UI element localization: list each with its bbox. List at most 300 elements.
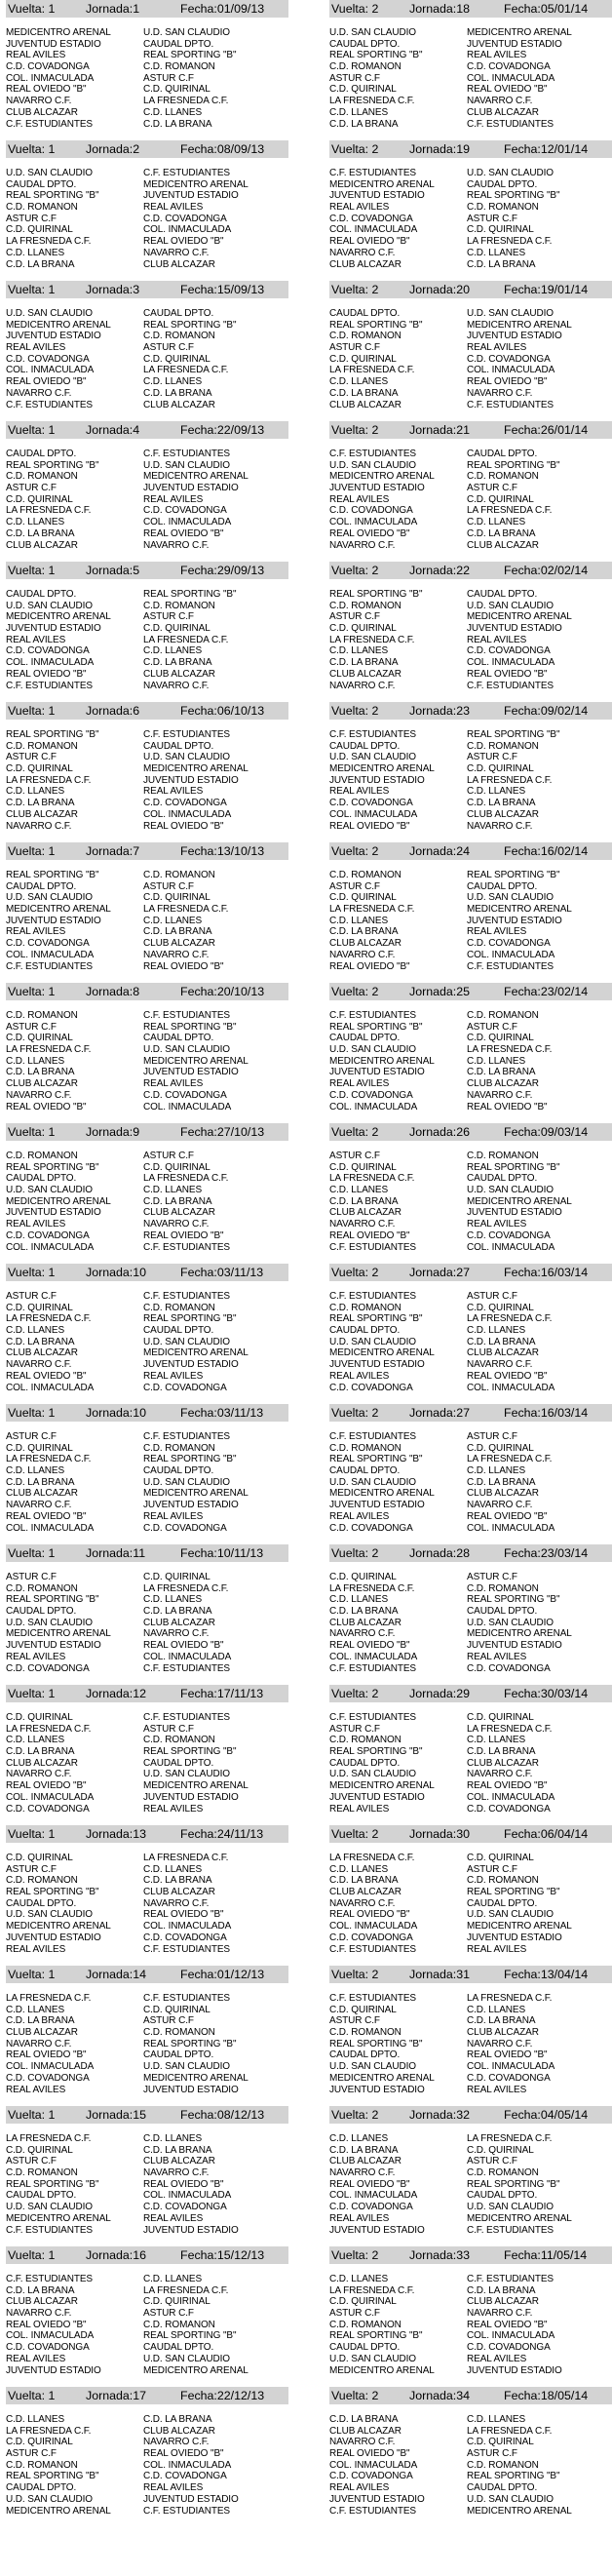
away-team: LA FRESNEDA C.F.: [467, 1044, 553, 1056]
fixture-row: [6, 2015, 288, 2027]
fixture-row: [6, 2354, 288, 2365]
home-team: NAVARRO C.F.: [329, 2437, 396, 2448]
home-team: C.F. ESTUDIANTES: [329, 1010, 416, 1021]
fixture-row: [6, 2225, 288, 2237]
away-team: MEDICENTRO ARENAL: [467, 1628, 572, 1640]
first-round-column: [6, 0, 288, 2527]
fixture-row: [329, 1383, 612, 1394]
away-team: REAL OVIEDO "B": [467, 2049, 548, 2061]
home-team: REAL AVILES: [6, 1219, 66, 1230]
home-team: CAUDAL DPTO.: [6, 880, 77, 892]
fixture-row: [329, 2342, 612, 2354]
fixture-row: [6, 1173, 288, 1185]
matchday-block: [329, 2246, 612, 2387]
home-team: C.D. QUIRINAL: [6, 1712, 73, 1723]
home-team: C.D. QUIRINAL: [6, 1033, 73, 1044]
fixture-row: [329, 763, 612, 775]
home-team: CLUB ALCAZAR: [329, 938, 402, 950]
away-team: ASTUR C.F: [143, 342, 194, 354]
home-team: COL. INMACULADA: [6, 2061, 95, 2073]
fixture-row: [6, 214, 288, 225]
fixture-row: [6, 1067, 288, 1078]
home-team: ASTUR C.F: [6, 213, 57, 224]
matchday-block: [6, 2246, 288, 2387]
home-team: ASTUR C.F: [329, 611, 380, 623]
away-team: ASTUR C.F: [467, 1021, 517, 1033]
away-team: C.D. LLANES: [143, 1863, 203, 1875]
fixture-row: [6, 2320, 288, 2331]
home-team: LA FRESNEDA C.F.: [6, 774, 92, 786]
home-team: REAL OVIEDO "B": [329, 1640, 410, 1652]
away-team: C.D. LA BRAÑA: [467, 2015, 536, 2027]
fixture-row: [6, 1022, 288, 1034]
home-team: JUVENTUD ESTADIO: [329, 2084, 425, 2095]
away-team: JUVENTUD ESTADIO: [467, 331, 562, 342]
matchday-block: [6, 1966, 288, 2106]
second-round-column: [329, 0, 612, 2527]
away-team: NAVARRO C.F.: [143, 1897, 210, 1909]
home-team: NAVARRO C.F.: [329, 1897, 396, 1909]
round-label: Vuelta: 1: [8, 985, 56, 998]
home-team: CLUB ALCAZAR: [6, 1488, 78, 1500]
home-team: REAL OVIEDO "B": [6, 1101, 87, 1112]
away-team: REAL AVILES: [143, 786, 204, 798]
home-team: MEDICENTRO ARENAL: [6, 2212, 111, 2224]
home-team: COL. INMACULADA: [6, 72, 95, 84]
fixture-row: [6, 645, 288, 657]
home-team: COL. INMACULADA: [329, 808, 418, 820]
fixture-row: [329, 1500, 612, 1511]
fixture-row: [329, 540, 612, 552]
away-team: C.D. QUIRINAL: [467, 763, 534, 775]
home-team: C.D. LA BRAÑA: [6, 1336, 75, 1347]
away-team: REAL SPORTING "B": [467, 2178, 560, 2190]
matchday-header: [6, 1123, 288, 1141]
fixture-row: [6, 1443, 288, 1455]
fixture-row: [329, 1337, 612, 1348]
home-team: MEDICENTRO ARENAL: [6, 1921, 111, 1932]
home-team: C.D. LA BRAÑA: [329, 2144, 399, 2156]
fixture-row: [329, 236, 612, 248]
away-team: CAUDAL DPTO.: [143, 308, 214, 319]
away-team: U.D. SAN CLAUDIO: [143, 27, 230, 38]
away-team: MEDICENTRO ARENAL: [467, 2505, 572, 2517]
round-label: Vuelta: 1: [8, 283, 56, 296]
away-team: C.D. ROMANON: [143, 1442, 215, 1454]
round-label: Vuelta: 2: [331, 2108, 379, 2122]
fixture-row: [6, 2448, 288, 2460]
home-team: MEDICENTRO ARENAL: [6, 1195, 111, 1207]
fixture-row: [6, 376, 288, 388]
matchday-label: Jornada:27: [409, 1266, 471, 1279]
away-team: JUVENTUD ESTADIO: [143, 1500, 239, 1511]
fixture-row: [6, 2190, 288, 2202]
home-team: COL. INMACULADA: [329, 1921, 418, 1932]
fixture-list: [329, 2404, 612, 2517]
matchday-label: Jornada:26: [409, 1125, 471, 1139]
home-team: LA FRESNEDA C.F.: [329, 634, 415, 645]
fixture-row: [329, 179, 612, 191]
away-team: MEDICENTRO ARENAL: [467, 904, 572, 916]
fixture-row: [329, 1230, 612, 1242]
fixture-row: [329, 1993, 612, 2005]
fixture-row: [6, 1454, 288, 1465]
home-team: MEDICENTRO ARENAL: [329, 471, 435, 483]
home-team: C.D. QUIRINAL: [6, 1442, 73, 1454]
fixture-row: [329, 589, 612, 601]
home-team: COL. INMACULADA: [329, 1651, 418, 1662]
home-team: C.D. LA BRAÑA: [6, 1476, 75, 1488]
date-label: Fecha:08/09/13: [180, 142, 265, 156]
fixture-row: [329, 635, 612, 646]
home-team: NAVARRO C.F.: [6, 2038, 72, 2049]
home-team: C.D. COVADONGA: [6, 1803, 90, 1815]
matchday-header: [6, 421, 288, 439]
home-team: C.D. ROMANON: [329, 1302, 402, 1313]
away-team: U.D. SAN CLAUDIO: [467, 2493, 554, 2505]
fixture-list: [329, 439, 612, 551]
away-team: LA FRESNEDA C.F.: [467, 1723, 553, 1735]
home-team: NAVARRO C.F.: [6, 387, 72, 399]
away-team: REAL SPORTING "B": [467, 1161, 560, 1173]
away-team: REAL AVILES: [143, 1510, 204, 1522]
away-team: ASTUR C.F: [467, 2448, 517, 2460]
fixture-row: [6, 1219, 288, 1230]
away-team: NAVARRO C.F.: [143, 949, 210, 960]
home-team: COL. INMACULADA: [6, 1791, 95, 1803]
matchday-label: Jornada:34: [409, 2389, 471, 2402]
fixture-row: [6, 1383, 288, 1394]
round-label: Vuelta: 1: [8, 1406, 56, 1420]
home-team: CLUB ALCAZAR: [6, 1757, 78, 1769]
away-team: REAL OVIEDO "B": [143, 960, 224, 972]
fixture-list: [329, 1702, 612, 1815]
away-team: LA FRESNEDA C.F.: [143, 1853, 229, 1863]
fixture-row: [6, 1640, 288, 1652]
home-team: C.F. ESTUDIANTES: [6, 118, 93, 130]
fixture-row: [329, 2049, 612, 2061]
away-team: C.D. COVADONGA: [143, 1382, 227, 1393]
home-team: REAL SPORTING "B": [329, 1746, 423, 1758]
away-team: C.F. ESTUDIANTES: [143, 1993, 230, 2004]
fixture-row: [329, 2156, 612, 2167]
away-team: C.D. LA BRAÑA: [143, 2414, 212, 2425]
home-team: LA FRESNEDA C.F.: [329, 2284, 415, 2296]
away-team: C.F. ESTUDIANTES: [143, 729, 230, 740]
date-label: Fecha:04/05/14: [504, 2108, 589, 2122]
home-team: U.D. SAN CLAUDIO: [329, 752, 416, 763]
fixture-row: [329, 1909, 612, 1921]
away-team: LA FRESNEDA C.F.: [467, 2425, 553, 2437]
fixture-row: [6, 2202, 288, 2213]
away-team: C.D. LLANES: [143, 2274, 203, 2284]
away-team: CAUDAL DPTO.: [467, 2482, 538, 2494]
away-team: C.D. LA BRAÑA: [467, 1476, 536, 1488]
round-label: Vuelta: 1: [8, 564, 56, 577]
away-team: LA FRESNEDA C.F.: [143, 2284, 229, 2296]
away-team: C.F. ESTUDIANTES: [467, 399, 554, 410]
home-team: C.D. ROMANON: [329, 2027, 402, 2039]
fixture-list: [329, 1281, 612, 1393]
home-team: CLUB ALCAZAR: [329, 1887, 402, 1898]
fixture-row: [6, 2330, 288, 2342]
home-team: ASTUR C.F: [6, 483, 57, 494]
round-label: Vuelta: 1: [8, 2108, 56, 2122]
away-team: C.D. QUIRINAL: [467, 1302, 534, 1313]
home-team: JUVENTUD ESTADIO: [329, 190, 425, 202]
fixture-row: [6, 1735, 288, 1746]
away-team: C.D. QUIRINAL: [143, 353, 210, 365]
away-team: ASTUR C.F: [143, 2308, 194, 2320]
matchday-header: [329, 562, 612, 579]
matchday-header: [329, 0, 612, 18]
home-team: LA FRESNEDA C.F.: [6, 1044, 92, 1056]
date-label: Fecha:08/12/13: [180, 2108, 265, 2122]
home-team: REAL SPORTING "B": [329, 1021, 423, 1033]
home-team: C.D. QUIRINAL: [329, 1572, 397, 1582]
away-team: C.D. LA BRAÑA: [143, 118, 212, 130]
fixture-row: [329, 2330, 612, 2342]
home-team: C.D. LLANES: [329, 915, 389, 926]
away-team: REAL SPORTING "B": [467, 729, 560, 740]
fixture-row: [6, 870, 288, 881]
date-label: Fecha:23/03/14: [504, 1546, 589, 1560]
home-team: C.D. QUIRINAL: [6, 493, 73, 505]
fixture-row: [6, 1628, 288, 1640]
away-team: U.D. SAN CLAUDIO: [467, 1617, 554, 1628]
fixture-row: [6, 1196, 288, 1208]
away-team: LA FRESNEDA C.F.: [143, 904, 229, 916]
home-team: C.F. ESTUDIANTES: [6, 960, 93, 972]
home-team: CLUB ALCAZAR: [329, 258, 402, 270]
away-team: REAL OVIEDO "B": [143, 2178, 224, 2190]
home-team: C.D. ROMANON: [6, 1582, 78, 1594]
date-label: Fecha:15/12/13: [180, 2248, 265, 2262]
away-team: C.D. ROMANON: [143, 2027, 215, 2039]
round-label: Vuelta: 2: [331, 283, 379, 296]
fixture-row: [329, 2354, 612, 2365]
fixture-row: [6, 61, 288, 73]
fixture-row: [6, 540, 288, 552]
away-team: U.D. SAN CLAUDIO: [143, 2353, 230, 2364]
home-team: C.D. ROMANON: [6, 202, 78, 214]
away-team: JUVENTUD ESTADIO: [467, 1207, 562, 1219]
away-team: JUVENTUD ESTADIO: [143, 2493, 239, 2505]
away-team: C.D. LA BRAÑA: [467, 1746, 536, 1758]
fixture-row: [329, 1102, 612, 1113]
fixture-list: [329, 720, 612, 832]
fixture-row: [329, 376, 612, 388]
fixture-row: [329, 961, 612, 973]
matchday-header: [6, 2246, 288, 2264]
home-team: REAL OVIEDO "B": [329, 527, 410, 539]
home-team: C.D. QUIRINAL: [329, 2004, 397, 2015]
away-team: NAVARRO C.F.: [467, 1769, 533, 1780]
home-team: C.D. ROMANON: [329, 1442, 402, 1454]
home-team: MEDICENTRO ARENAL: [329, 2072, 435, 2084]
home-team: C.D. COVADONGA: [329, 1382, 413, 1393]
away-team: NAVARRO C.F.: [467, 1500, 533, 1511]
away-team: REAL OVIEDO "B": [143, 1229, 224, 1241]
away-team: CLUB ALCAZAR: [143, 938, 215, 950]
home-team: C.F. ESTUDIANTES: [329, 1943, 416, 1955]
away-team: U.D. SAN CLAUDIO: [467, 2202, 554, 2213]
home-team: C.D. ROMANON: [6, 2167, 78, 2179]
matchday-header: [329, 1966, 612, 1983]
away-team: JUVENTUD ESTADIO: [143, 2084, 239, 2095]
fixture-row: [329, 2274, 612, 2285]
away-team: REAL SPORTING "B": [143, 1746, 237, 1758]
away-team: C.D. COVADONGA: [143, 1522, 227, 1534]
away-team: C.D. LLANES: [143, 376, 203, 388]
away-team: COL. INMACULADA: [143, 808, 232, 820]
fixture-row: [329, 1628, 612, 1640]
away-team: REAL OVIEDO "B": [467, 1370, 548, 1382]
away-team: C.F. ESTUDIANTES: [143, 168, 230, 178]
fixture-row: [329, 483, 612, 494]
fixture-row: [6, 938, 288, 950]
home-team: MEDICENTRO ARENAL: [329, 1488, 435, 1500]
away-team: COL. INMACULADA: [467, 1791, 555, 1803]
home-team: NAVARRO C.F.: [329, 680, 396, 691]
away-team: C.F. ESTUDIANTES: [143, 1662, 230, 1674]
away-team: COL. INMACULADA: [143, 2459, 232, 2471]
away-team: COL. INMACULADA: [467, 365, 555, 376]
fixture-row: [329, 2015, 612, 2027]
away-team: CAUDAL DPTO.: [143, 740, 214, 752]
away-team: JUVENTUD ESTADIO: [143, 1359, 239, 1371]
away-team: U.D. SAN CLAUDIO: [467, 1909, 554, 1921]
matchday-block: [6, 562, 288, 702]
matchday-label: Jornada:14: [86, 1968, 147, 1981]
matchday-block: [6, 983, 288, 1123]
fixture-row: [329, 2296, 612, 2308]
home-team: C.D. LLANES: [6, 1325, 65, 1337]
away-team: MEDICENTRO ARENAL: [143, 178, 249, 190]
away-team: C.F. ESTUDIANTES: [143, 1943, 230, 1955]
matchday-label: Jornada:10: [86, 1266, 147, 1279]
home-team: REAL OVIEDO "B": [329, 1229, 410, 1241]
away-team: C.D. COVADONGA: [143, 798, 227, 809]
home-team: U.D. SAN CLAUDIO: [329, 1336, 416, 1347]
home-team: C.D. LLANES: [6, 1465, 65, 1477]
fixture-row: [329, 2494, 612, 2506]
away-team: COL. INMACULADA: [467, 657, 555, 669]
away-team: CLUB ALCAZAR: [467, 2296, 539, 2308]
away-team: REAL AVILES: [467, 1651, 527, 1662]
date-label: Fecha:17/11/13: [180, 1687, 264, 1700]
matchday-label: Jornada:3: [86, 283, 140, 296]
away-team: C.D. LLANES: [467, 1055, 526, 1067]
away-team: LA FRESNEDA C.F.: [467, 505, 553, 517]
home-team: C.D. QUIRINAL: [329, 84, 397, 96]
fixture-row: [329, 2179, 612, 2191]
away-team: C.D. LA BRAÑA: [143, 1875, 212, 1887]
away-team: LA FRESNEDA C.F.: [467, 1454, 553, 1465]
away-team: JUVENTUD ESTADIO: [143, 190, 239, 202]
home-team: COL. INMACULADA: [329, 1101, 418, 1112]
fixture-row: [6, 483, 288, 494]
fixture-row: [6, 2414, 288, 2426]
fixture-row: [329, 1488, 612, 1500]
home-team: LA FRESNEDA C.F.: [329, 1173, 415, 1185]
fixture-row: [6, 388, 288, 400]
fixture-row: [6, 2342, 288, 2354]
fixture-row: [329, 50, 612, 61]
away-team: C.D. ROMANON: [467, 1151, 539, 1161]
home-team: REAL AVILES: [6, 2084, 66, 2095]
fixture-row: [329, 1207, 612, 1219]
fixture-row: [329, 1594, 612, 1606]
home-team: C.D. COVADONGA: [329, 1522, 413, 1534]
fixture-row: [329, 2471, 612, 2482]
fixture-row: [6, 1090, 288, 1102]
matchday-block: [6, 2106, 288, 2246]
fixture-list: [329, 1562, 612, 1674]
home-team: LA FRESNEDA C.F.: [329, 96, 415, 107]
away-team: CAUDAL DPTO.: [467, 1173, 538, 1185]
fixture-row: [6, 669, 288, 681]
fixture-row: [6, 786, 288, 798]
away-team: JUVENTUD ESTADIO: [467, 915, 562, 926]
home-team: REAL OVIEDO "B": [329, 2448, 410, 2460]
fixture-row: [329, 2085, 612, 2096]
home-team: NAVARRO C.F.: [329, 1219, 396, 1230]
date-label: Fecha:09/02/14: [504, 704, 589, 718]
away-team: U.D. SAN CLAUDIO: [467, 1185, 554, 1196]
matchday-label: Jornada:1: [86, 2, 140, 16]
fixture-row: [6, 1932, 288, 1944]
away-team: U.D. SAN CLAUDIO: [467, 600, 554, 611]
home-team: C.F. ESTUDIANTES: [329, 1241, 416, 1253]
fixture-row: [6, 1572, 288, 1583]
away-team: REAL SPORTING "B": [143, 2330, 237, 2342]
fixture-row: [6, 1663, 288, 1675]
home-team: REAL AVILES: [6, 2353, 66, 2364]
home-team: REAL AVILES: [329, 1803, 390, 1815]
away-team: C.D. LA BRAÑA: [467, 1067, 536, 1078]
round-label: Vuelta: 2: [331, 844, 379, 858]
fixture-row: [6, 1758, 288, 1770]
home-team: LA FRESNEDA C.F.: [329, 1582, 415, 1594]
matchday-label: Jornada:4: [86, 423, 140, 437]
home-team: C.D. COVADONGA: [329, 1089, 413, 1101]
matchday-block: [329, 281, 612, 421]
fixture-row: [329, 2202, 612, 2213]
home-team: U.D. SAN CLAUDIO: [6, 1617, 93, 1628]
away-team: C.D. LA BRAÑA: [467, 258, 536, 270]
fixture-row: [6, 308, 288, 320]
fixture-row: [329, 1151, 612, 1162]
fixture-row: [329, 1431, 612, 1443]
home-team: C.D. COVADONGA: [6, 353, 90, 365]
away-team: CAUDAL DPTO.: [467, 589, 538, 600]
home-team: C.D. LA BRAÑA: [329, 387, 399, 399]
fixture-row: [329, 2005, 612, 2016]
away-team: REAL OVIEDO "B": [467, 1780, 548, 1792]
away-team: C.F. ESTUDIANTES: [143, 2505, 230, 2517]
round-label: Vuelta: 2: [331, 1546, 379, 1560]
away-team: C.D. ROMANON: [467, 471, 539, 483]
home-team: NAVARRO C.F.: [329, 949, 396, 960]
date-label: Fecha:03/11/13: [180, 1406, 264, 1420]
fixture-row: [329, 1371, 612, 1383]
home-team: REAL AVILES: [6, 1943, 66, 1955]
fixture-list: [6, 2124, 288, 2236]
date-label: Fecha:03/11/13: [180, 1266, 264, 1279]
away-team: C.D. ROMANON: [467, 1582, 539, 1594]
away-team: LA FRESNEDA C.F.: [467, 1993, 553, 2004]
